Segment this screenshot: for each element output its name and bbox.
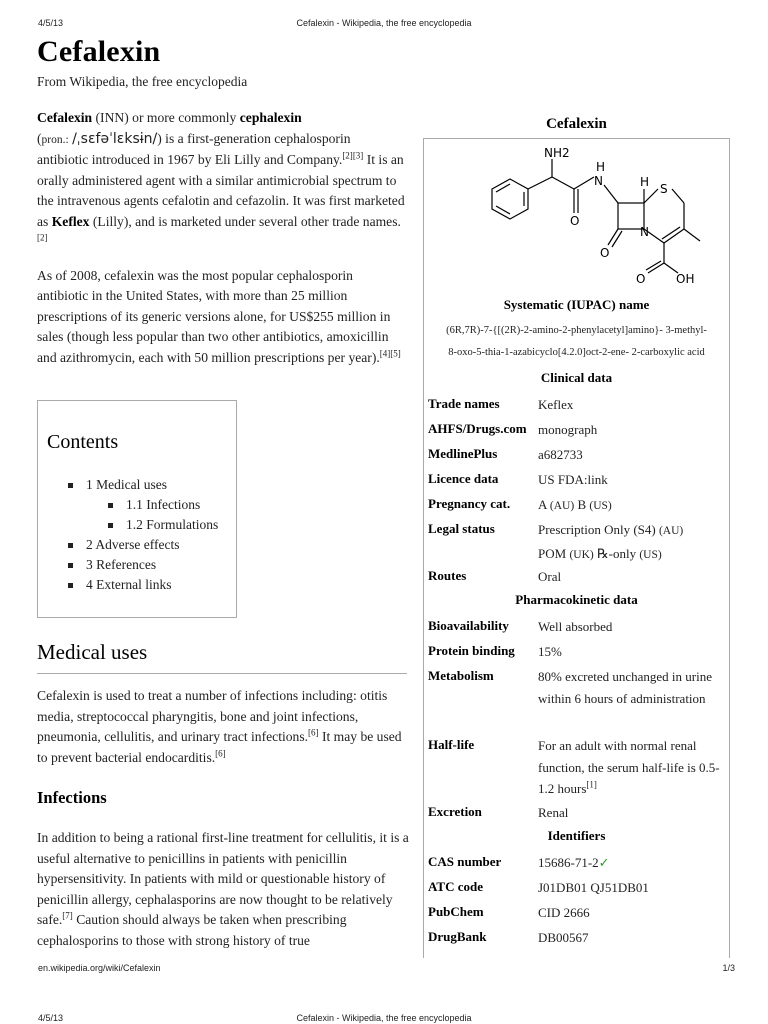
row-value: 80% excreted unchanged in urine within 6 hours of administration <box>538 669 712 706</box>
row-value <box>538 519 726 566</box>
row-key: Legal status <box>428 521 495 536</box>
toc-item-references[interactable] <box>68 555 218 575</box>
iupac-line-2: 8-oxo-5-thia-1-azabicyclo[4.2.0]oct-2-ene- 2-carboxylic acid <box>448 347 705 358</box>
row-key: Routes <box>428 568 467 583</box>
ahfs-link[interactable]: AHFS/Drugs.com <box>428 421 527 436</box>
half-life-link[interactable]: Half-life <box>428 737 475 752</box>
medical-uses-text: Cefalexin is used to treat a number of infections including: otitis media, streptococcal pharyngitis, bone and joint infections, pneumonia, cellulitis, and urinary tract infections. <box>37 688 388 744</box>
print-date-next: 4/5/13 <box>38 1013 64 1023</box>
medical-uses-text-2: It may be used to prevent bacterial endocarditis. <box>37 729 402 765</box>
medlineplus-id-link[interactable]: a682733 <box>538 447 583 462</box>
inn-link[interactable]: (INN) <box>95 110 129 125</box>
toc-item-infections[interactable] <box>108 495 218 515</box>
drugbank-link[interactable]: DrugBank <box>428 929 487 944</box>
bioavailability-link[interactable]: Bioavailability <box>428 618 509 633</box>
infections-paragraph <box>37 828 409 951</box>
label-oh: OH <box>676 272 695 286</box>
intro-text: or more commonly <box>132 110 237 125</box>
row-value: 15% <box>538 644 562 659</box>
label-o-lactam: O <box>600 246 610 260</box>
ref-2b[interactable]: [2] <box>37 232 48 243</box>
pron-link[interactable]: pron.: <box>41 133 69 146</box>
identifiers-heading: Identifiers <box>547 828 606 843</box>
intro-para-2-text: As of 2008, cefalexin was the most popular cephalosporin antibiotic in the United States, with more than 25 million prescriptions of its generic versions alone, for US$255 million in sales (though less popular than two other antibiotics, amoxicillin and azithromycin, each with 50 million prescriptions per year). <box>37 267 391 365</box>
medlineplus-link[interactable]: MedlinePlus <box>428 446 498 461</box>
intro-paragraph-2 <box>37 266 405 369</box>
atc-link[interactable]: ATC code <box>428 879 484 894</box>
iupac-heading: Systematic (IUPAC) name <box>503 297 650 312</box>
row-value: Renal <box>538 805 569 820</box>
toc-item-formulations[interactable] <box>108 515 218 535</box>
toc-item-external-links[interactable] <box>68 575 218 595</box>
intro-text-2: ) is a first-generation cephalosporin antibiotic introduced in 1967 by Eli Lilly and Company. <box>37 130 351 167</box>
ref-6[interactable]: [6] <box>308 727 319 738</box>
label-nh-n: N <box>594 174 603 188</box>
toc-item-label[interactable]: 3 References <box>86 557 157 572</box>
label-s: S <box>660 182 668 196</box>
subsection-heading-infections: Infections <box>37 788 107 807</box>
legal-pom: POM <box>538 545 567 561</box>
clinical-data-heading: Clinical data <box>540 370 613 385</box>
ref-4[interactable]: [4] <box>379 347 391 358</box>
toc-item-medical-uses[interactable] <box>68 475 218 535</box>
tagline: From Wikipedia, the free encyclopedia <box>37 74 248 89</box>
legal-au: Prescription Only (S4) <box>538 522 656 537</box>
label-n-ring: N <box>640 225 649 239</box>
legal-us-tag: (US) <box>639 548 662 561</box>
toc-item-label[interactable]: 1 Medical uses <box>86 477 167 492</box>
toc-item-label[interactable]: 1.1 Infections <box>126 497 201 512</box>
pron-open: ( <box>37 130 42 146</box>
print-header <box>0 18 768 32</box>
medical-uses-paragraph <box>37 686 409 768</box>
label-o-acid: O <box>636 272 646 286</box>
pubchem-link[interactable]: PubChem <box>428 904 484 919</box>
pk-heading: Pharmacokinetic data <box>515 592 638 607</box>
ref-3[interactable]: [3] <box>352 150 364 161</box>
toc-item-label[interactable]: 4 External links <box>86 577 172 592</box>
print-url: en.wikipedia.org/wiki/Cefalexin <box>38 963 161 973</box>
cas-link[interactable]: CAS number <box>428 854 502 869</box>
print-page-count: 1/3 <box>722 963 735 973</box>
iupac-line-1: (6R,7R)-7-{[(2R)-2-amino-2-phenylacetyl]amino}- 3-methyl- <box>446 325 707 336</box>
print-window-title: Cefalexin - Wikipedia, the free encyclopedia <box>296 18 472 28</box>
row-value: Well absorbed <box>538 619 613 634</box>
intro <box>37 108 405 381</box>
ref-7[interactable]: [7] <box>62 910 73 921</box>
row-value: Oral <box>538 569 562 584</box>
toc-item-label[interactable]: 1.2 Formulations <box>126 517 219 532</box>
print-date: 4/5/13 <box>38 18 64 28</box>
print-footer <box>0 963 768 977</box>
protein-binding-link[interactable]: Protein binding <box>428 643 515 658</box>
toc-item-label[interactable]: 2 Adverse effects <box>86 537 180 552</box>
row-value: Keflex <box>538 397 574 412</box>
atc-value-link[interactable]: J01DB01 QJ51DB01 <box>538 880 649 895</box>
pregnancy-b: B <box>577 497 587 512</box>
label-o-amide: O <box>570 214 580 228</box>
pregnancy-link[interactable]: Pregnancy cat. <box>428 496 511 511</box>
excretion-link[interactable]: Excretion <box>428 804 482 819</box>
row-value <box>538 494 726 518</box>
check-icon[interactable]: ✓ <box>598 855 610 870</box>
row-value <box>538 735 726 800</box>
fda-link[interactable]: US FDA:link <box>538 472 608 487</box>
label-nh2: NH2 <box>544 146 570 160</box>
intro-paragraph-1 <box>37 108 405 253</box>
drugbank-value-link[interactable]: DB00567 <box>538 930 589 945</box>
label-nh-h: H <box>596 160 606 174</box>
pubchem-value-link[interactable]: CID 2666 <box>538 905 590 920</box>
infobox <box>423 138 730 958</box>
intro-brand: Keflex <box>51 213 90 229</box>
ref-5[interactable]: [5] <box>390 347 401 358</box>
ref-6b[interactable]: [6] <box>215 747 226 758</box>
row-key: Licence data <box>428 471 499 486</box>
row-key: Trade names <box>428 396 500 411</box>
pregnancy-us: (US) <box>589 500 612 512</box>
section-divider <box>37 673 407 674</box>
label-h: H <box>640 175 650 189</box>
legal-rx: ℞-only <box>596 545 637 561</box>
ref-1[interactable]: [1] <box>586 779 597 790</box>
toc-heading: Contents <box>47 431 119 453</box>
toc-list <box>68 475 218 595</box>
page-title: Cefalexin <box>37 35 161 68</box>
legal-au-tag: (AU) <box>658 525 684 537</box>
monograph-link[interactable]: monograph <box>538 422 598 437</box>
print-window-title-next: Cefalexin - Wikipedia, the free encyclopedia <box>296 1013 472 1023</box>
intro-alt-name: cephalexin <box>239 110 302 125</box>
section-heading-medical-uses: Medical uses <box>37 640 148 664</box>
intro-name: Cefalexin <box>37 110 93 125</box>
toc-item-adverse-effects[interactable] <box>68 535 218 555</box>
ref-2[interactable]: [2] <box>342 150 353 161</box>
table-of-contents <box>37 400 237 618</box>
infections-text-2: Caution should always be taken when prescribing cephalosporins to those with strong history of true <box>37 912 347 948</box>
cas-value-link[interactable]: 15686-71-2 <box>538 855 599 870</box>
intro-text-3: It is an orally administered agent with a similar antimicrobial spectrum to the intravenous agents cefalotin and cefazolin. It was first marketed as <box>37 152 405 229</box>
pregnancy-a: A <box>538 497 547 512</box>
ipa-pronunciation[interactable]: /ˌsɛfəˈlɛksɨn/ <box>72 130 158 147</box>
row-value <box>538 852 726 874</box>
infobox-caption: Cefalexin <box>546 116 607 132</box>
infections-text: In addition to being a rational first-line treatment for cellulitis, it is a useful alternative to penicillins in patients with penicillin hypersensitivity. In patients with mild or questionable history of penicillin allergy, cephalasporins are now thought to be relatively safe. <box>37 830 409 927</box>
iupac-name <box>428 320 725 364</box>
metabolism-link[interactable]: Metabolism <box>428 668 494 683</box>
legal-uk-tag: (UK) <box>569 548 594 561</box>
intro-text-4: (Lilly), and is marketed under several other trade names. <box>92 213 401 229</box>
chemical-structure-image[interactable] <box>472 145 695 293</box>
pregnancy-au: (AU) <box>549 500 575 512</box>
half-life-text: For an adult with normal renal function, the serum half-life is 0.5-1.2 hours <box>538 738 720 796</box>
